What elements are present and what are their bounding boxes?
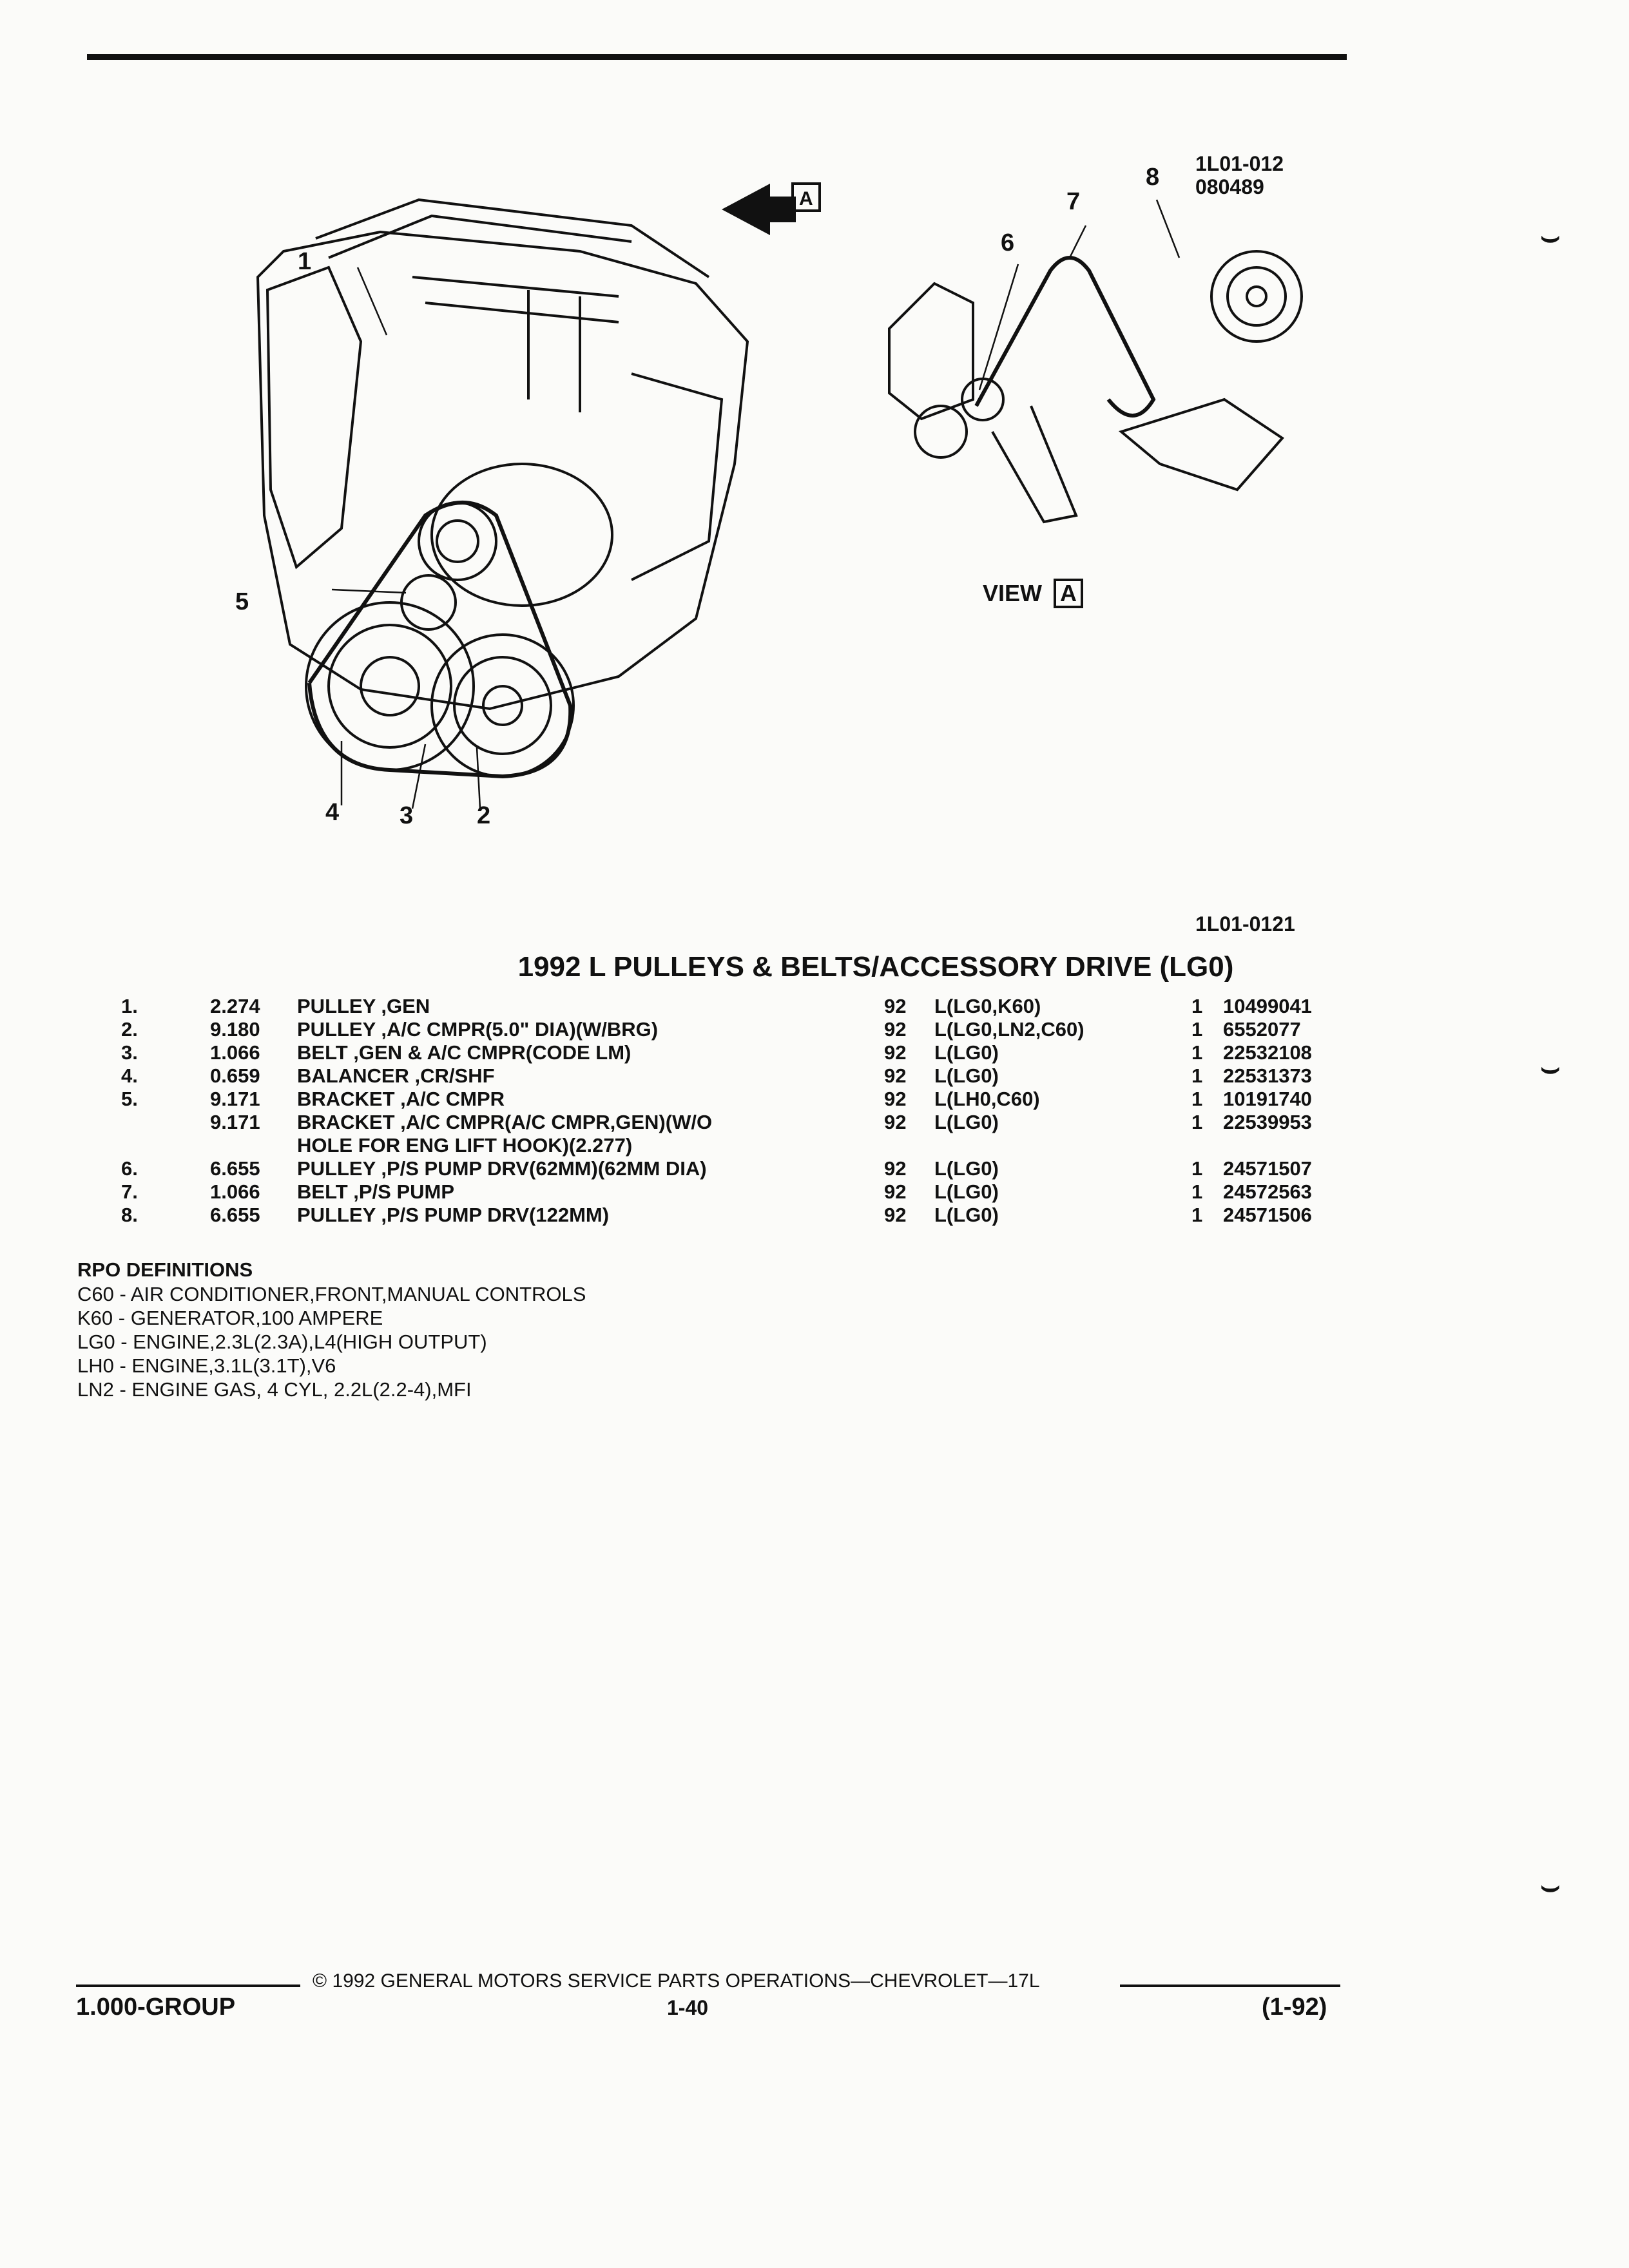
part-description: BALANCER ,CR/SHF	[297, 1064, 495, 1087]
part-description: BELT ,P/S PUMP	[297, 1180, 455, 1203]
part-number: 6552077	[1223, 1018, 1301, 1041]
callout-3: 3	[400, 802, 414, 829]
callout-4: 4	[325, 799, 340, 826]
part-group-number: 9.171	[210, 1111, 260, 1133]
part-quantity: 1	[1191, 1041, 1203, 1064]
part-group-number: 2.274	[210, 995, 260, 1017]
callout-8: 8	[1146, 164, 1160, 191]
part-year: 92	[884, 995, 907, 1017]
engine-illustration	[219, 129, 1379, 870]
part-item-number: 3.	[121, 1041, 138, 1064]
part-quantity: 1	[1191, 995, 1203, 1017]
part-year: 92	[884, 1111, 907, 1133]
rpo-item: C60 - AIR CONDITIONER,FRONT,MANUAL CONTROLS	[77, 1283, 586, 1305]
callout-6: 6	[1001, 229, 1015, 256]
part-year: 92	[884, 1157, 907, 1180]
part-number: 24571507	[1223, 1157, 1312, 1180]
rpo-item: LG0 - ENGINE,2.3L(2.3A),L4(HIGH OUTPUT)	[77, 1331, 487, 1353]
part-number: 10191740	[1223, 1088, 1312, 1110]
rpo-item: LN2 - ENGINE GAS, 4 CYL, 2.2L(2.2-4),MFI	[77, 1378, 472, 1401]
part-item-number: 8.	[121, 1204, 138, 1226]
part-model: L(LG0,LN2,C60)	[934, 1018, 1084, 1041]
part-quantity: 1	[1191, 1180, 1203, 1203]
part-description: PULLEY ,A/C CMPR(5.0" DIA)(W/BRG)	[297, 1018, 659, 1041]
view-a-detail	[889, 251, 1302, 522]
part-group-number: 0.659	[210, 1064, 260, 1087]
part-item-number: 4.	[121, 1064, 138, 1087]
part-quantity: 1	[1191, 1088, 1203, 1110]
part-group-number: 9.180	[210, 1018, 260, 1041]
engine-block-shape	[258, 232, 747, 709]
part-item-number: 1.	[121, 995, 138, 1017]
part-description: BRACKET ,A/C CMPR(A/C CMPR,GEN)(W/O	[297, 1111, 713, 1133]
view-a-label	[983, 579, 1083, 608]
part-item-number: 2.	[121, 1018, 138, 1041]
svg-text:A: A	[799, 188, 813, 209]
part-model: L(LG0)	[934, 1180, 999, 1203]
part-group-number: 6.655	[210, 1204, 260, 1226]
margin-mark: ⌣	[1540, 220, 1561, 254]
callout-2: 2	[477, 802, 491, 829]
part-description: BRACKET ,A/C CMPR	[297, 1088, 505, 1110]
margin-mark: ⌣	[1540, 1051, 1561, 1085]
part-year: 92	[884, 1018, 907, 1041]
view-letter-box: A	[1054, 579, 1083, 608]
part-year: 92	[884, 1088, 907, 1110]
part-item-number: 7.	[121, 1180, 138, 1203]
part-quantity: 1	[1191, 1064, 1203, 1087]
view-label-text: VIEW	[983, 580, 1043, 606]
part-year: 92	[884, 1180, 907, 1203]
part-quantity: 1	[1191, 1018, 1203, 1041]
footer-rule-left	[76, 1984, 300, 1987]
part-model: L(LG0)	[934, 1041, 999, 1064]
view-a-arrow	[722, 184, 820, 235]
figure-code: 1L01-0121	[1195, 912, 1295, 936]
callout-1: 1	[298, 248, 312, 275]
ps-pump-drive-pulley	[1211, 251, 1302, 341]
part-description: BELT ,GEN & A/C CMPR(CODE LM)	[297, 1041, 631, 1064]
part-model: L(LG0,K60)	[934, 995, 1041, 1017]
part-model: L(LH0,C60)	[934, 1088, 1040, 1110]
callout-7: 7	[1066, 188, 1081, 215]
callout-5: 5	[235, 588, 249, 615]
part-description-continued: HOLE FOR ENG LIFT HOOK)(2.277)	[297, 1134, 633, 1157]
part-group-number: 9.171	[210, 1088, 260, 1110]
part-description: PULLEY ,GEN	[297, 995, 430, 1017]
footer-copyright: © 1992 GENERAL MOTORS SERVICE PARTS OPERATIONS—CHEVROLET—17L	[313, 1970, 1040, 1992]
part-number: 24572563	[1223, 1180, 1312, 1203]
ps-pump-pulley	[962, 379, 1003, 420]
rpo-heading: RPO DEFINITIONS	[77, 1258, 253, 1281]
part-item-number: 6.	[121, 1157, 138, 1180]
part-year: 92	[884, 1064, 907, 1087]
part-item-number: 5.	[121, 1088, 138, 1110]
footer-group: 1.000-GROUP	[76, 1994, 236, 2021]
part-year: 92	[884, 1204, 907, 1226]
part-description: PULLEY ,P/S PUMP DRV(62MM)(62MM DIA)	[297, 1157, 707, 1180]
part-quantity: 1	[1191, 1204, 1203, 1226]
rpo-item: K60 - GENERATOR,100 AMPERE	[77, 1307, 383, 1329]
part-number: 22532108	[1223, 1041, 1312, 1064]
part-number: 22539953	[1223, 1111, 1312, 1133]
part-group-number: 6.655	[210, 1157, 260, 1180]
part-number: 24571506	[1223, 1204, 1312, 1226]
part-quantity: 1	[1191, 1111, 1203, 1133]
part-year: 92	[884, 1041, 907, 1064]
part-model: L(LG0)	[934, 1204, 999, 1226]
part-number: 10499041	[1223, 995, 1312, 1017]
illustration-code: 1L01-012	[1195, 152, 1284, 175]
footer-rule-right	[1120, 1984, 1340, 1987]
part-quantity: 1	[1191, 1157, 1203, 1180]
part-number: 22531373	[1223, 1064, 1312, 1087]
illustration-date: 080489	[1195, 175, 1264, 198]
part-description: PULLEY ,P/S PUMP DRV(122MM)	[297, 1204, 610, 1226]
page-title: 1992 L PULLEYS & BELTS/ACCESSORY DRIVE (LG0)	[517, 951, 1234, 983]
top-rule	[87, 54, 1347, 60]
rpo-item: LH0 - ENGINE,3.1L(3.1T),V6	[77, 1354, 336, 1377]
part-model: L(LG0)	[934, 1111, 999, 1133]
part-group-number: 1.066	[210, 1041, 260, 1064]
part-group-number: 1.066	[210, 1180, 260, 1203]
power-steering-reservoir	[889, 284, 973, 419]
margin-mark: ⌣	[1540, 1869, 1561, 1903]
footer-date: (1-92)	[1262, 1994, 1327, 2021]
part-model: L(LG0)	[934, 1157, 999, 1180]
footer-page-number: 1-40	[667, 1996, 709, 2019]
part-model: L(LG0)	[934, 1064, 999, 1087]
